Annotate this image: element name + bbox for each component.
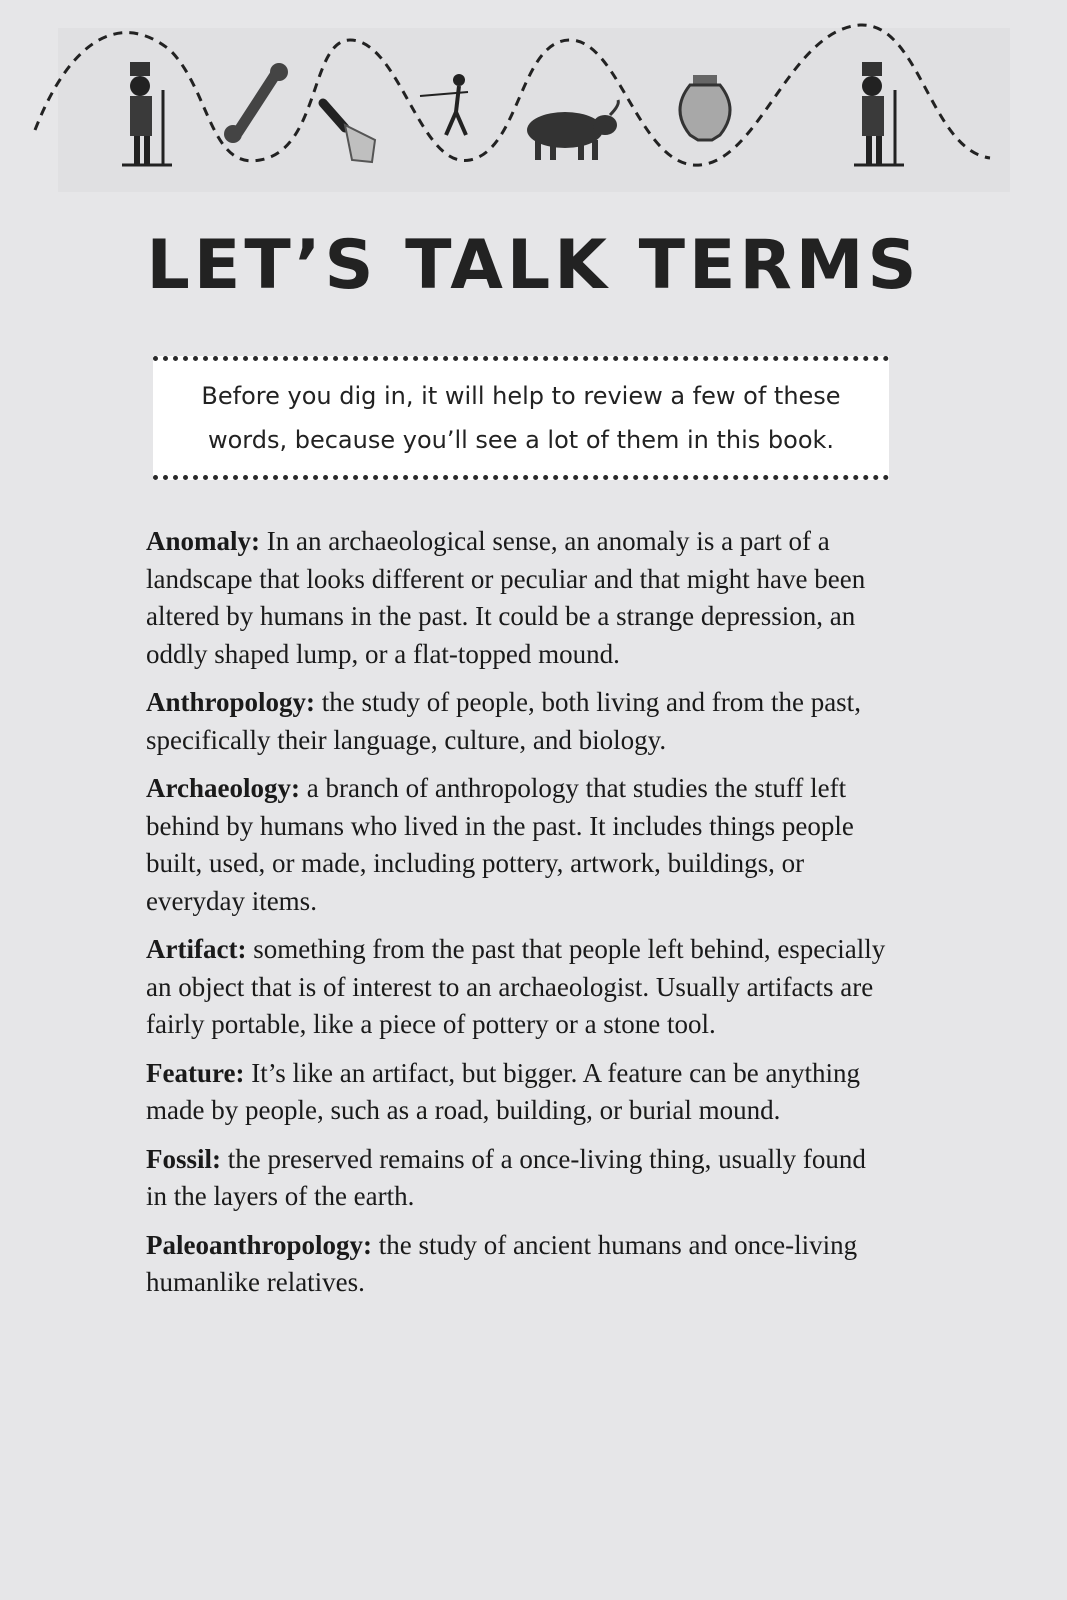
term-word: Feature: <box>146 1057 245 1088</box>
glossary-entry-artifact <box>146 931 886 1044</box>
term-definition: In an archaeological sense, an anomaly is a part of a landscape that looks different or peculiar and that might have been altered by humans in the past. It could be a strange depression, an oddly shaped lump, or a flat-topped mound. <box>146 526 866 669</box>
glossary-entry-anomaly <box>146 523 886 673</box>
glossary-entry-paleoanthropology <box>146 1227 886 1302</box>
term-definition: something from the past that people left behind, especially an object that is of interest to an archaeologist. Usually artifacts are fairly portable, like a piece of pottery or a stone tool. <box>146 934 886 1039</box>
term-word: Artifact: <box>146 934 247 964</box>
term-definition: the study of people, both living and from the past, specifically their language, culture, and biology. <box>146 687 861 755</box>
glossary-entry-anthropology <box>146 684 886 759</box>
term-definition: a branch of anthropology that studies the stuff left behind by humans who lived in the past. It includes things people built, used, or made, including pottery, artwork, buildings, or everyday items. <box>146 773 854 916</box>
term-definition: the study of ancient humans and once-living humanlike relatives. <box>146 1229 858 1297</box>
term-word: Fossil: <box>146 1143 222 1174</box>
term-word: Anthropology: <box>146 687 316 717</box>
page-title: LET’S TALK TERMS <box>146 226 921 305</box>
term-word: Archaeology: <box>146 773 300 803</box>
header-illustration-banner <box>0 0 1067 200</box>
term-definition: It’s like an artifact, but bigger. A feature can be anything made by people, such as a road, building, or burial mound. <box>146 1057 861 1125</box>
term-word: Paleoanthropology: <box>146 1229 373 1260</box>
intro-text: Before you dig in, it will help to review a few of these words, because you’ll see a lot of them in this book. <box>201 382 841 454</box>
term-word: Anomaly: <box>146 526 260 556</box>
glossary-entry-feature <box>146 1055 886 1130</box>
glossary-entry-archaeology <box>146 770 886 920</box>
intro-box <box>153 356 889 480</box>
term-definition: the preserved remains of a once-living thing, usually found in the layers of the earth. <box>146 1143 866 1211</box>
glossary-list <box>146 523 886 1313</box>
glossary-entry-fossil <box>146 1141 886 1216</box>
